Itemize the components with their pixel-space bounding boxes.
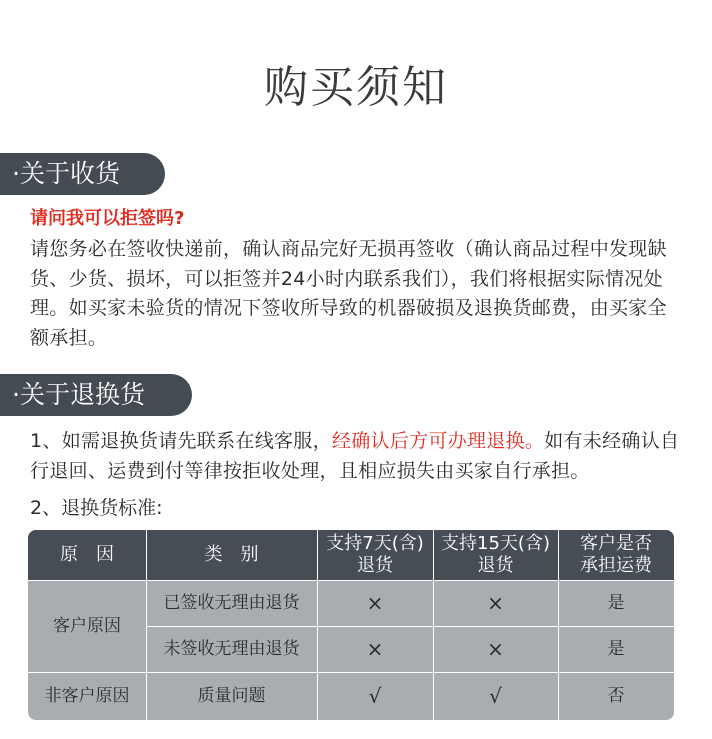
header-reason: 原 因 <box>28 530 146 580</box>
header-15day: 支持15天(含) 退货 <box>433 530 558 580</box>
row-1-15day: × <box>487 591 504 615</box>
header-category: 类 别 <box>146 530 317 580</box>
table-divider <box>28 672 674 673</box>
row-3-15day: √ <box>489 684 502 708</box>
table-divider <box>433 530 434 720</box>
returns-item-1-highlight: 经确认后方可办理退换。 <box>331 430 545 452</box>
group-noncustomer-reason: 非客户原因 <box>44 686 130 706</box>
header-7day: 支持7天(含) 退货 <box>317 530 433 580</box>
row-1-freight: 是 <box>607 593 625 613</box>
row-2-category: 未签收无理由退货 <box>163 639 300 659</box>
returns-item-2: 2、退换货标准: <box>30 497 163 519</box>
row-3-freight: 否 <box>607 686 625 706</box>
page-title: 购买须知 <box>264 62 448 113</box>
section-tag-receiving: ·关于收货 <box>0 153 165 195</box>
row-3-7day: √ <box>368 684 382 708</box>
table-divider <box>146 626 674 627</box>
header-freight: 客户是否 承担运费 <box>558 530 674 580</box>
row-1-7day: × <box>366 591 384 615</box>
group-customer-reason: 客户原因 <box>53 616 121 636</box>
returns-item-1-post: 如有未经确认自行退回、运费到付等律按拒收处理，且相应损失由买家自行承担。 <box>30 430 680 482</box>
section-tag-returns: ·关于退换货 <box>0 374 192 416</box>
returns-item-1 <box>30 427 682 486</box>
table-divider <box>146 530 147 720</box>
table-divider <box>317 530 318 720</box>
returns-item-1-pre: 1、如需退换货请先联系在线客服， <box>30 430 332 452</box>
return-standards-table <box>28 530 674 720</box>
table-divider <box>28 580 674 581</box>
table-divider <box>558 530 559 720</box>
row-3-category: 质量问题 <box>197 686 266 706</box>
row-1-category: 已签收无理由退货 <box>163 593 300 613</box>
receiving-paragraph: 请您务必在签收快递前，确认商品完好无损再签收（确认商品过程中发现缺货、少货、损坏，可以拒签并24小时内联系我们），我们将根据实际情况处理。如买家未验货的情况下签收所导致的机器破损及退换货邮费，由买家全额承担。 <box>30 238 667 349</box>
refuse-question: 请问我可以拒签吗? <box>30 208 185 229</box>
row-2-7day: × <box>366 637 384 661</box>
row-2-freight: 是 <box>607 639 625 659</box>
row-2-15day: × <box>487 637 504 661</box>
